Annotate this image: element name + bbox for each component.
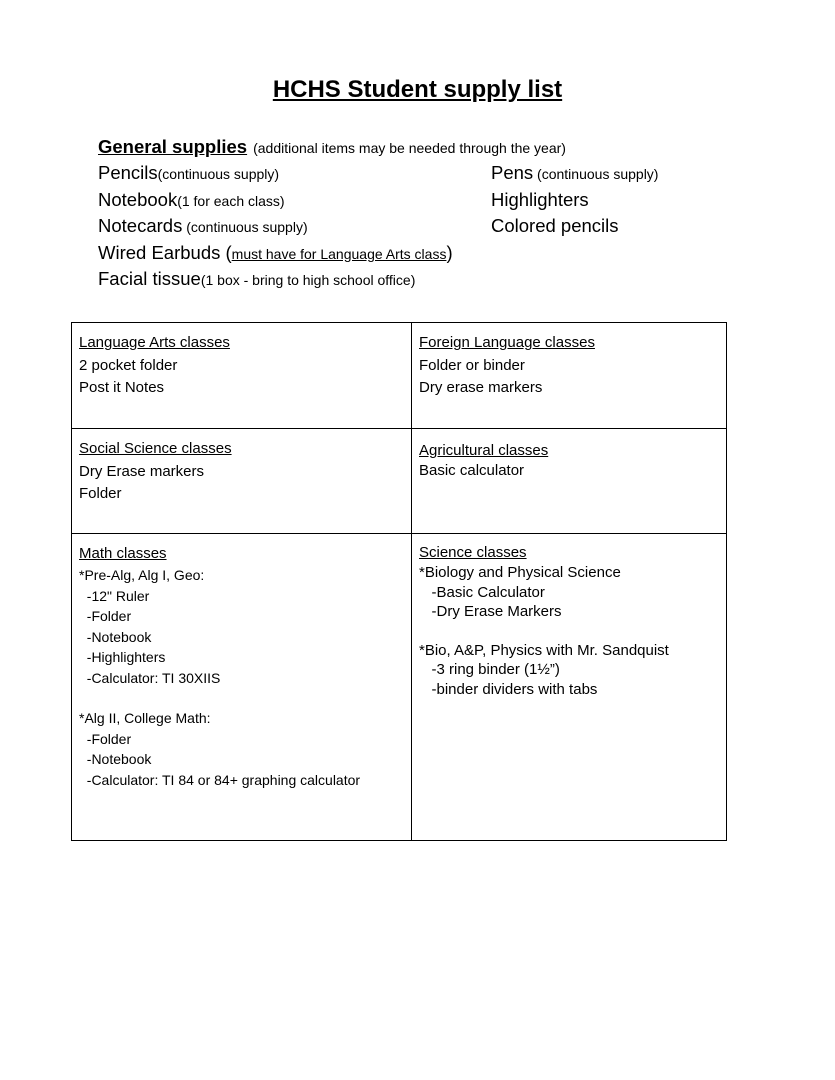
general-item-highlighters: Highlighters: [491, 188, 589, 210]
page-title: HCHS Student supply list: [272, 76, 563, 103]
list-item: Post it Notes: [79, 379, 165, 396]
list-item: *Pre-Alg, Alg I, Geo:: [79, 567, 205, 583]
spacer: [419, 622, 719, 641]
list-item: -Calculator: TI 30XIIS: [79, 669, 221, 686]
general-supplies-heading-row: [98, 136, 718, 162]
list-item: Dry Erase markers: [79, 462, 205, 480]
general-row-2: [98, 189, 718, 216]
general-supplies-heading: General supplies: [98, 136, 248, 157]
cell-science: [411, 533, 726, 840]
list-item: -Folder: [79, 730, 132, 747]
list-item: -3 ring binder (1½”): [419, 661, 560, 678]
list-item: *Alg II, College Math:: [79, 710, 211, 726]
general-row-3: [98, 215, 718, 242]
cell-foreign-language: [411, 323, 726, 428]
list-item: -Basic Calculator: [419, 583, 545, 601]
list-item: -Calculator: TI 84 or 84+ graphing calculator: [79, 771, 361, 788]
list-item: Basic calculator: [419, 461, 525, 479]
list-item: -Highlighters: [79, 649, 166, 665]
general-item-earbuds: Wired Earbuds ( must have for Language Arts class ): [98, 241, 453, 263]
list-item: Dry erase markers: [419, 379, 543, 396]
list-item: *Bio, A&P, Physics with Mr. Sandquist: [419, 641, 669, 659]
list-item: -Notebook: [79, 628, 152, 645]
list-item: *Biology and Physical Science: [419, 564, 621, 581]
science-heading: Science classes: [419, 544, 527, 561]
list-item: Folder or binder: [419, 356, 525, 374]
math-heading: Math classes: [79, 545, 167, 562]
list-item: 2 pocket folder: [79, 356, 178, 374]
language-arts-heading: Language Arts classes: [79, 334, 230, 351]
social-science-heading: Social Science classes: [79, 440, 232, 457]
foreign-language-heading: Foreign Language classes: [419, 334, 595, 351]
list-item: -Folder: [79, 608, 132, 624]
general-item-facial-tissue: Facial tissue (1 box - bring to high school office): [98, 268, 416, 289]
list-item: -binder dividers with tabs: [419, 680, 598, 698]
general-supplies-section: [98, 136, 718, 295]
general-item-colored-pencils: Colored pencils: [491, 215, 619, 236]
list-item: -12" Ruler: [79, 587, 150, 604]
general-supplies-note: (additional items may be needed through the year): [253, 140, 566, 156]
general-item-pens: Pens (continuous supply): [491, 162, 659, 183]
general-row-1: [98, 162, 718, 189]
general-item-notebook: Notebook(1 for each class): [98, 188, 285, 210]
list-item: -Dry Erase Markers: [419, 603, 562, 620]
class-supplies-table: [71, 322, 727, 841]
spacer: [79, 688, 404, 708]
agricultural-heading: Agricultural classes: [419, 442, 549, 459]
general-item-pencils: Pencils(continuous supply): [98, 162, 280, 183]
cell-math: [72, 533, 411, 840]
list-item: Folder: [79, 485, 122, 502]
cell-language-arts: [72, 323, 411, 428]
list-item: -Notebook: [79, 751, 152, 767]
cell-agricultural: [411, 428, 726, 533]
general-item-notecards: Notecards (continuous supply): [98, 215, 308, 236]
cell-social-science: [72, 428, 411, 533]
